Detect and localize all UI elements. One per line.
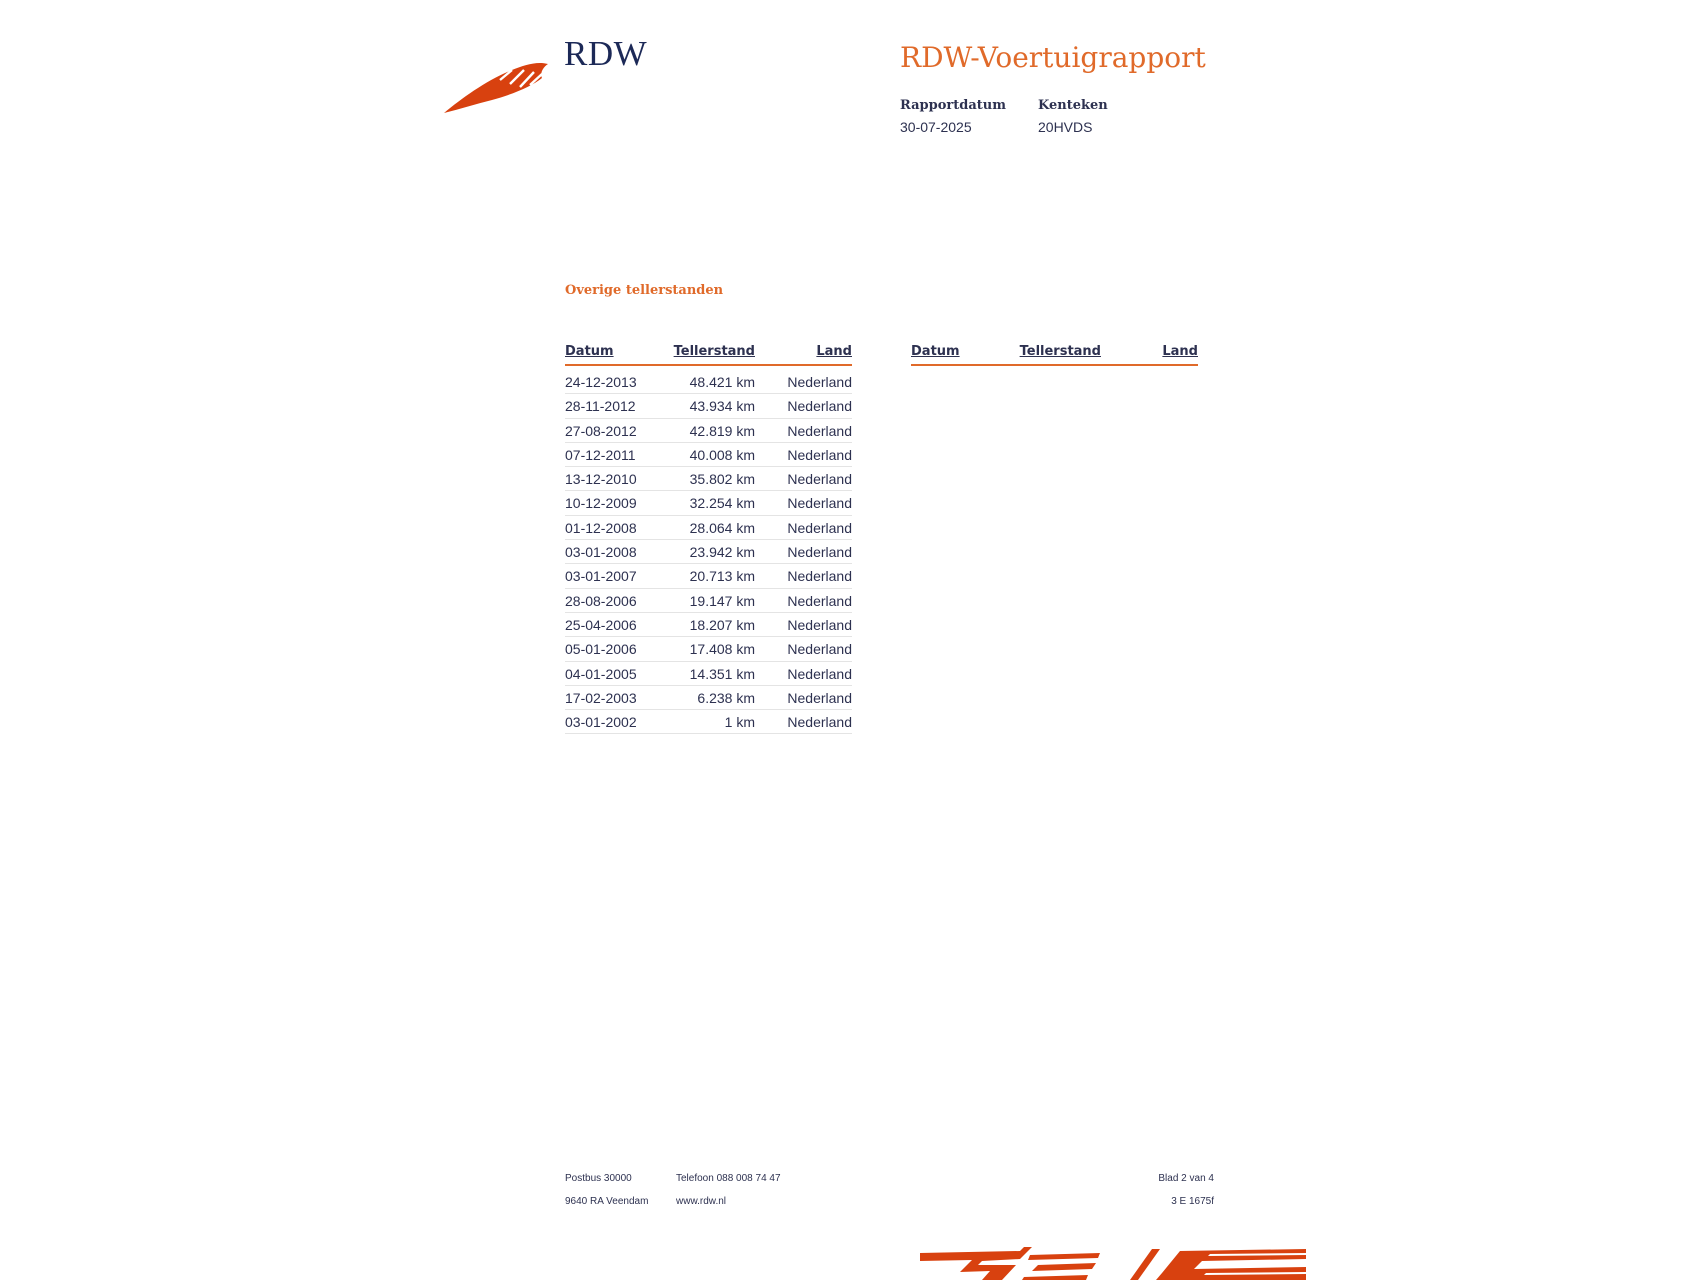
cell-land: Nederland	[787, 689, 852, 706]
cell-land: Nederland	[787, 471, 852, 488]
cell-tellerstand: 17.408 km	[689, 641, 755, 658]
odometer-table-left	[565, 343, 852, 734]
cell-tellerstand: 40.008 km	[689, 446, 755, 463]
rapportdatum-label: Rapportdatum	[900, 98, 1006, 113]
cell-datum: 01-12-2008	[565, 519, 637, 536]
rapportdatum-value: 30-07-2025	[900, 119, 972, 135]
table-row	[565, 419, 852, 443]
cell-datum: 28-11-2012	[565, 398, 636, 415]
col-header-land: Land	[816, 344, 852, 359]
cell-tellerstand: 19.147 km	[689, 592, 755, 609]
cell-land: Nederland	[787, 714, 852, 731]
cell-datum: 03-01-2002	[565, 714, 637, 731]
cell-land: Nederland	[787, 519, 852, 536]
report-title: RDW-Voertuigrapport	[900, 41, 1206, 74]
cell-land: Nederland	[787, 665, 852, 682]
cell-land: Nederland	[787, 398, 852, 415]
table-header	[911, 343, 1198, 366]
table-row	[565, 540, 852, 564]
table-row	[565, 564, 852, 588]
cell-land: Nederland	[787, 374, 852, 390]
cell-tellerstand: 42.819 km	[689, 422, 755, 439]
cell-land: Nederland	[787, 641, 852, 658]
cell-tellerstand: 48.421 km	[689, 374, 755, 390]
cell-datum: 28-08-2006	[565, 592, 637, 609]
table-row	[565, 710, 852, 734]
table-body	[565, 370, 852, 734]
cell-tellerstand: 20.713 km	[689, 568, 755, 585]
table-row	[565, 637, 852, 661]
col-header-tellerstand: Tellerstand	[1019, 344, 1101, 359]
table-row	[565, 394, 852, 418]
col-header-tellerstand: Tellerstand	[673, 344, 755, 359]
cell-datum: 07-12-2011	[565, 446, 636, 463]
footer-telefoon: Telefoon 088 008 74 47	[676, 1173, 781, 1184]
decorative-stripes-graphic	[920, 1245, 1306, 1280]
footer-page-number: Blad 2 van 4	[1158, 1173, 1214, 1184]
table-row	[565, 443, 852, 467]
table-row	[565, 662, 852, 686]
cell-land: Nederland	[787, 495, 852, 512]
cell-datum: 04-01-2005	[565, 665, 637, 682]
cell-tellerstand: 1 km	[724, 714, 755, 731]
cell-land: Nederland	[787, 446, 852, 463]
footer-document-code: 3 E 1675f	[1171, 1196, 1214, 1207]
cell-tellerstand: 35.802 km	[689, 471, 755, 488]
footer-postbus: Postbus 30000	[565, 1173, 632, 1184]
cell-tellerstand: 6.238 km	[697, 689, 755, 706]
cell-land: Nederland	[787, 568, 852, 585]
cell-datum: 27-08-2012	[565, 422, 637, 439]
section-title: Overige tellerstanden	[565, 283, 724, 298]
kenteken-value: 20HVDS	[1038, 119, 1093, 135]
table-row	[565, 516, 852, 540]
cell-tellerstand: 28.064 km	[689, 519, 755, 536]
col-header-datum: Datum	[911, 344, 960, 359]
cell-tellerstand: 32.254 km	[689, 495, 755, 512]
cell-datum: 24-12-2013	[565, 374, 637, 390]
cell-tellerstand: 43.934 km	[689, 398, 755, 415]
cell-tellerstand: 18.207 km	[689, 616, 755, 633]
table-row	[565, 491, 852, 515]
cell-datum: 05-01-2006	[565, 641, 637, 658]
cell-datum: 03-01-2008	[565, 544, 637, 561]
cell-datum: 17-02-2003	[565, 689, 637, 706]
table-row	[565, 467, 852, 491]
odometer-table-right	[911, 343, 1198, 366]
table-header	[565, 343, 852, 366]
table-row	[565, 589, 852, 613]
cell-land: Nederland	[787, 616, 852, 633]
cell-datum: 10-12-2009	[565, 495, 637, 512]
col-header-land: Land	[1162, 344, 1198, 359]
brand-wordmark: RDW	[564, 34, 648, 73]
footer-website[interactable]: www.rdw.nl	[676, 1196, 727, 1207]
cell-tellerstand: 23.942 km	[689, 544, 755, 561]
rdw-logo-icon	[442, 58, 550, 114]
cell-datum: 13-12-2010	[565, 471, 637, 488]
cell-tellerstand: 14.351 km	[689, 665, 755, 682]
table-row	[565, 370, 852, 394]
cell-land: Nederland	[787, 592, 852, 609]
col-header-datum: Datum	[565, 344, 614, 359]
cell-datum: 25-04-2006	[565, 616, 637, 633]
table-row	[565, 613, 852, 637]
footer-address: 9640 RA Veendam	[565, 1196, 649, 1207]
kenteken-label: Kenteken	[1038, 98, 1108, 113]
table-row	[565, 686, 852, 710]
cell-land: Nederland	[787, 544, 852, 561]
cell-land: Nederland	[787, 422, 852, 439]
cell-datum: 03-01-2007	[565, 568, 637, 585]
